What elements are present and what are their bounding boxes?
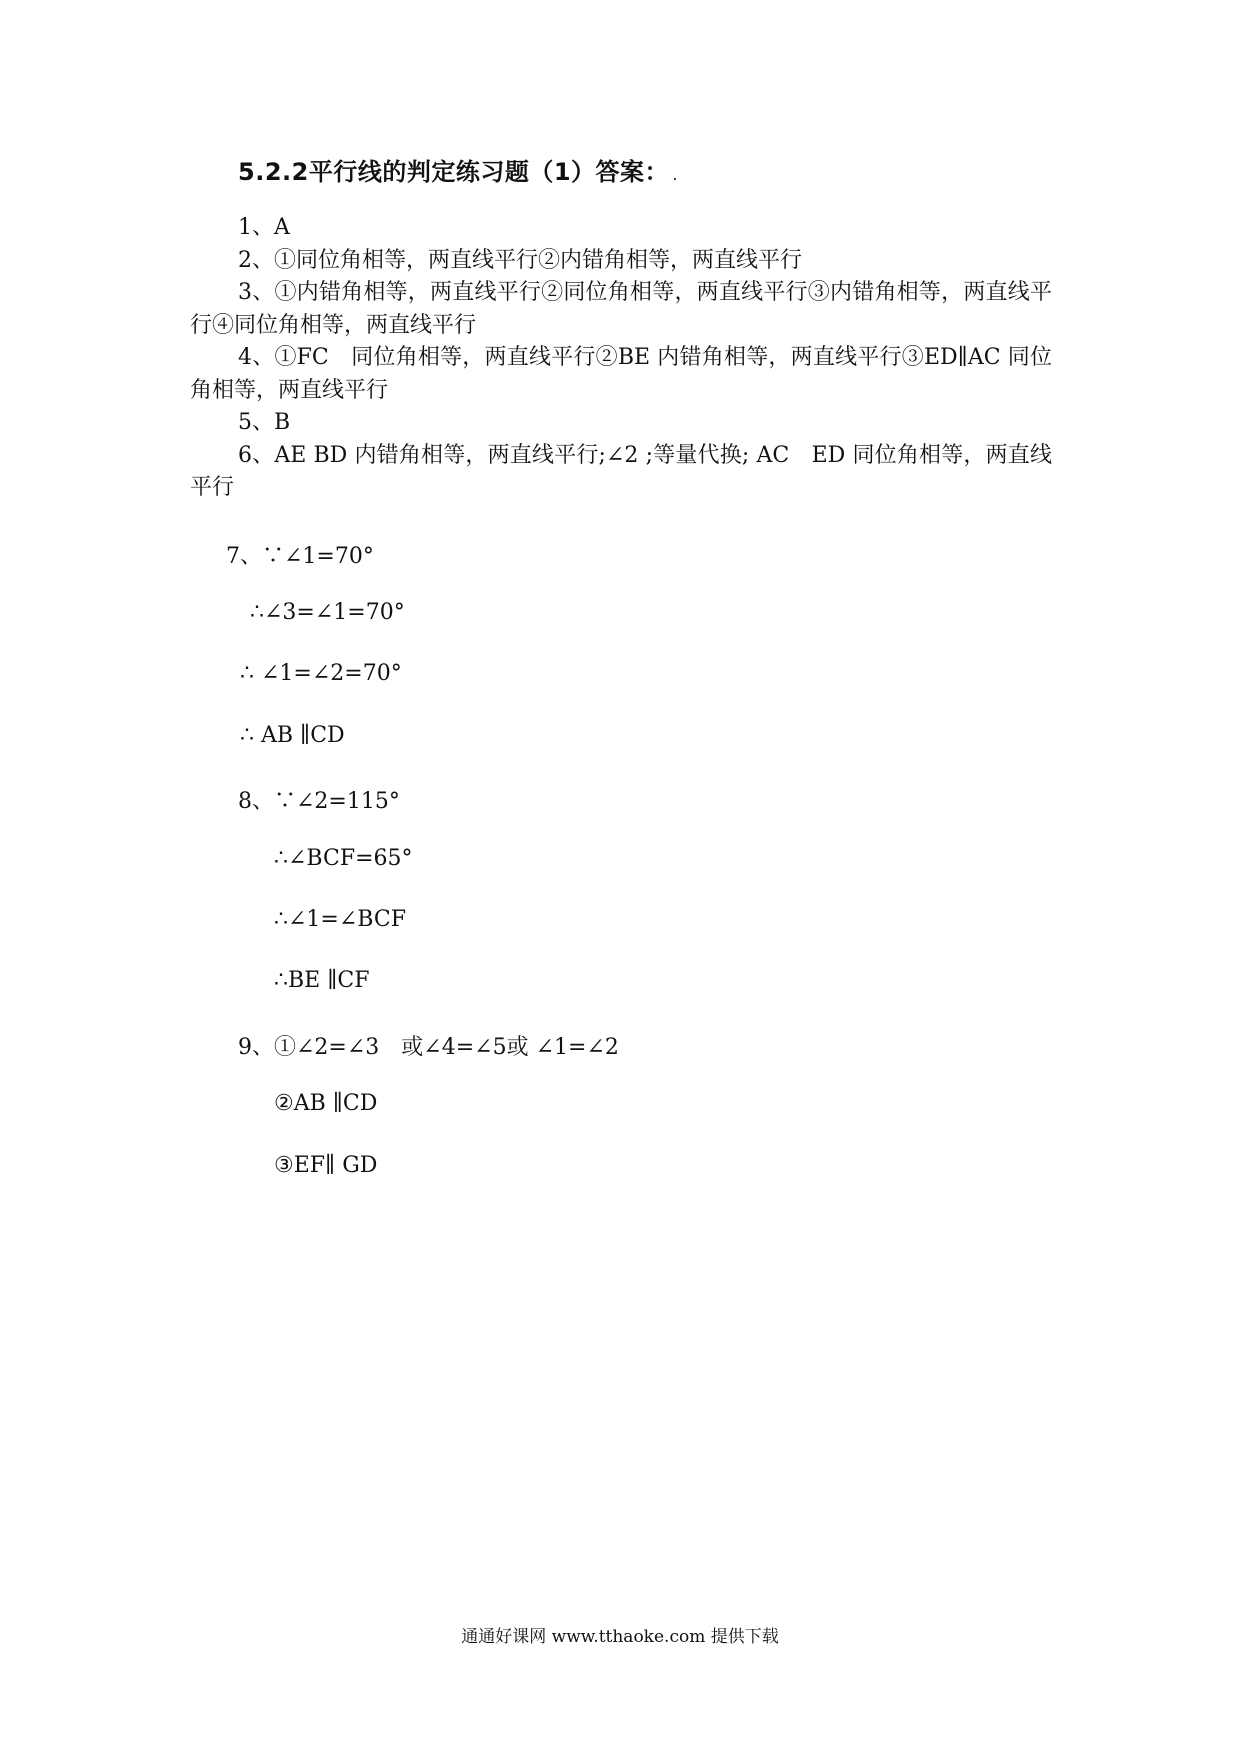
page-title [238, 152, 677, 187]
answer-1: 1、A [238, 215, 290, 240]
title-mark: . [673, 172, 678, 183]
answer-7-line-4: ∴ AB ∥CD [240, 723, 345, 748]
answer-8-line-1: 8、∵∠2=115° [238, 789, 400, 814]
answer-8-line-3: ∴∠1=∠BCF [274, 907, 406, 932]
answer-4: 4、①FC 同位角相等，两直线平行②BE 内错角相等，两直线平行③ED∥AC 同位角相等，两直线平行 [190, 345, 1052, 403]
answer-9-line-1: 9、①∠2=∠3 或∠4=∠5或 ∠1=∠2 [238, 1035, 619, 1060]
answer-7-line-2: ∴∠3=∠1=70° [250, 600, 405, 625]
answer-7-line-1: 7、∵∠1=70° [226, 544, 374, 569]
answer-7-line-3: ∴ ∠1=∠2=70° [240, 661, 402, 686]
page-footer: 通通好课网 www.tthaoke.com 提供下载 [461, 1627, 779, 1647]
answer-8-line-4: ∴BE ∥CF [274, 968, 370, 993]
answer-5: 5、B [238, 410, 291, 435]
title-text: 5.2.2平行线的判定练习题（1）答案： [238, 158, 670, 186]
answers-1-to-6 [190, 212, 1052, 505]
answer-8-line-2: ∴∠BCF=65° [274, 846, 413, 871]
answer-6: 6、AE BD 内错角相等，两直线平行;∠2 ;等量代换; AC ED 同位角相等，两直线平行 [190, 442, 1052, 500]
answer-9-line-3: ③EF∥ GD [274, 1153, 378, 1178]
answer-2: 2、①同位角相等，两直线平行②内错角相等，两直线平行 [238, 247, 802, 273]
answer-3: 3、①内错角相等，两直线平行②同位角相等，两直线平行③内错角相等，两直线平行④同位角相等，两直线平行 [190, 280, 1052, 338]
answer-9-line-2: ②AB ∥CD [274, 1091, 378, 1116]
